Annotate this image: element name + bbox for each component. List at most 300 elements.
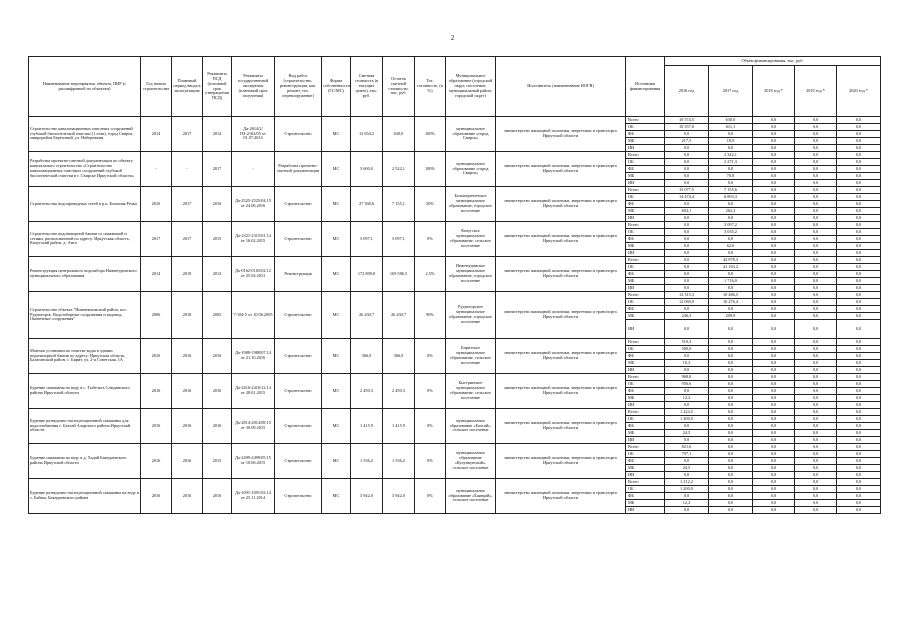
funding-value: 0,0 [709,402,753,409]
funding-value: 217,5 [665,138,709,145]
funding-value: 0,0 [753,451,795,458]
funding-source: ОБ [626,346,665,353]
remaining-cost: 1 415,9 [383,409,415,444]
funding-value: 0,0 [837,416,881,423]
expertise: Да-2525-2525/04.15 от 24.06.2016 [232,187,275,222]
funding-value: 0,0 [795,173,837,180]
funding-value: 0,0 [753,131,795,138]
funding-source: Всего [626,479,665,486]
funding-source: МБ [626,500,665,507]
funding-source: МБ [626,465,665,472]
funding-source: ИИ [626,472,665,479]
municipality: муниципальное образование «Кулункунский», сельское поселение [446,444,496,479]
funding-value: 0,0 [795,493,837,500]
funding-value: 0,0 [709,339,753,346]
readiness: 0% [415,339,446,374]
funding-source: ОБ [626,486,665,493]
table-row [29,292,881,299]
funding-value: 0,0 [665,201,709,208]
executor: министерство жилищной политики, энергетики и транспорта Иркутской области [496,257,626,292]
year-plan: 2018 [172,292,203,339]
estimate-cost: 172 809,8 [351,257,383,292]
funding-value: 12 069,0 [665,299,709,306]
funding-value: 0,0 [837,124,881,131]
funding-source: ФБ [626,423,665,430]
funding-value: 0,0 [795,180,837,187]
funding-value: 0,0 [753,306,795,313]
funding-source: ИИ [626,507,665,514]
funding-value: 0,0 [837,208,881,215]
readiness: 100% [415,152,446,187]
funding-value: 0,0 [837,166,881,173]
funding-value: 0,0 [837,131,881,138]
funding-value: 0,0 [753,353,795,360]
funding-value: 0,0 [709,250,753,257]
funding-value: 0,0 [665,285,709,292]
readiness: 0% [415,444,446,479]
funding-value: 0,0 [837,187,881,194]
funding-value: 0,0 [665,423,709,430]
year-plan: 2019 [172,257,203,292]
funding-source: ФБ [626,458,665,465]
funding-source: ИИ [626,437,665,444]
object-name: Реконструкция центрального водозабора Нижнеудинского муниципального образования [29,257,141,292]
funding-value: 0,0 [709,381,753,388]
readiness: 2,5% [415,257,446,292]
funding-value: 0,0 [795,500,837,507]
funding-value: 0,0 [795,243,837,250]
funding-value: 0,0 [837,367,881,374]
col-2017: 2017 год [709,66,753,117]
funding-value: 0,0 [795,215,837,222]
funding-value: 0,0 [753,437,795,444]
psd-year: 2005 [203,292,232,339]
funding-value: 0,0 [837,388,881,395]
funding-value: 0,0 [709,271,753,278]
estimate-cost: 1 415,9 [351,409,383,444]
funding-value: 0,0 [709,458,753,465]
funding-value: 42 878,3 [709,257,753,264]
funding-value: 0,0 [753,117,795,124]
table-row [29,409,881,416]
funding-value: 0,0 [795,409,837,416]
funding-value: 15 077,5 [665,187,709,194]
funding-value: 246,3 [665,313,709,320]
funding-value: 0,0 [795,486,837,493]
funding-value: 0,0 [665,159,709,166]
funding-value: 0,0 [795,278,837,285]
funding-source: Всего [626,187,665,194]
object-name: Монтаж установки по очистке воды в здании водонапорной башни по адресу: Иркутская область, Балаганский район, с. Бирит, ул. 2-я Советская, 1А [29,339,141,374]
funding-value: 0,0 [795,346,837,353]
funding-value: 0,0 [665,173,709,180]
remaining-cost: 2 450,3 [383,374,415,409]
object-name: Строительство водопроводных сетей в р.п. Большая Речка [29,187,141,222]
funding-value: 0,0 [795,257,837,264]
year-start: 2006 [141,292,172,339]
expertise: - [232,152,275,187]
funding-value: 0,0 [795,423,837,430]
funding-value: 0,0 [753,243,795,250]
funding-value: 0,0 [795,444,837,451]
funding-value: 0,0 [665,507,709,514]
funding-value: 0,0 [753,465,795,472]
funding-value: 0,0 [753,423,795,430]
funding-value: 510,3 [665,339,709,346]
funding-value: 0,0 [795,465,837,472]
funding-value: 0,0 [795,229,837,236]
funding-value: 0,0 [837,313,881,320]
year-start: 2014 [141,257,172,292]
funding-value: 0,0 [837,159,881,166]
funding-value: 0,0 [795,339,837,346]
funding-value: 0,0 [753,430,795,437]
funding-value: 0,0 [665,278,709,285]
col-work-type: Вид работ (строительство, реконструкция, кап. ремонт, тех. перевооружение) [275,57,322,117]
ownership: МС [322,374,351,409]
funding-value: 14 474,4 [665,194,709,201]
funding-value: 0,0 [795,451,837,458]
funding-value: 0,0 [837,465,881,472]
funding-value: 0,0 [837,507,881,514]
funding-value: 1 200,0 [665,416,709,423]
funding-source: ИИ [626,145,665,152]
funding-value: 0,0 [753,173,795,180]
executor: министерство жилищной политики, энергетики и транспорта Иркутской области [496,187,626,222]
funding-value: 0,0 [709,374,753,381]
funding-value: 0,0 [795,152,837,159]
municipality: Рудногорское муниципальное образование, городское поселение [446,292,496,339]
funding-value: 0,0 [837,458,881,465]
funding-value: 10 574,5 [665,117,709,124]
funding-value: 0,0 [753,138,795,145]
funding-value: 0,0 [709,388,753,395]
funding-value: 0,0 [837,299,881,306]
ownership: МС [322,117,351,152]
funding-value: 0,0 [753,360,795,367]
object-name: Разработка проектно-сметной документации по объекту капитального строительства «Строительство канализационных очистных сооружений глубокой биологической очистки в г. Свирске Иркутской области» [29,152,141,187]
funding-value: 0,0 [665,353,709,360]
psd-year: 2014 [203,117,232,152]
funding-value: 1 212,2 [665,479,709,486]
remaining-cost: 2 522,1 [383,152,415,187]
funding-source: ИИ [626,250,665,257]
funding-value: 0,0 [753,292,795,299]
funding-value: 0,0 [665,166,709,173]
remaining-cost: 7 155,1 [383,187,415,222]
psd-year: 2016 [203,409,232,444]
funding-source: ФБ [626,388,665,395]
table-row [29,222,881,229]
funding-value: 1 716,0 [709,278,753,285]
funding-value: 0,0 [795,222,837,229]
funding-value: 0,0 [709,166,753,173]
readiness: 0% [415,374,446,409]
readiness: 0% [415,479,446,514]
funding-value: 0,0 [753,458,795,465]
funding-value: 0,0 [665,229,709,236]
funding-value: 0,0 [837,320,881,339]
funding-value: 0,0 [709,360,753,367]
funding-value: 0,0 [795,416,837,423]
funding-value: 0,0 [837,360,881,367]
funding-value: 0,0 [709,236,753,243]
col-2020: 2020 год * [837,66,881,117]
funding-source: МБ [626,430,665,437]
funding-value: 7 155,6 [709,187,753,194]
funding-value: 0,0 [753,500,795,507]
funding-value: 956,6 [665,381,709,388]
estimate-cost: 26 430,7 [351,292,383,339]
estimate-cost: 1 536,2 [351,444,383,479]
executor: министерство жилищной политики, энергетики и транспорта Иркутской области [496,117,626,152]
estimate-cost: 27 568,6 [351,187,383,222]
funding-value: 0,0 [795,313,837,320]
funding-value: 0,0 [837,215,881,222]
funding-value: 0,0 [837,451,881,458]
funding-value: 0,0 [753,187,795,194]
estimate-cost: 13 654,2 [351,117,383,152]
funding-value: 0,0 [837,173,881,180]
funding-value: 630,0 [709,117,753,124]
work-type: Реконструкция [275,257,322,292]
funding-value: 0,0 [665,458,709,465]
psd-year: 2016 [203,187,232,222]
funding-value: 0,0 [795,388,837,395]
funding-value: 0,0 [795,458,837,465]
funding-value: 0,0 [753,479,795,486]
funding-value: 0,0 [837,423,881,430]
funding-value: 0,0 [709,423,753,430]
funding-source: ОБ [626,451,665,458]
expertise: Да-2814-2814/08.15 от 30.09.2015 [232,409,275,444]
executor: министерство жилищной политики, энергетики и транспорта Иркутской области [496,409,626,444]
investment-table [28,56,881,514]
funding-value: 0,0 [837,374,881,381]
funding-value: 0,0 [837,117,881,124]
col-name: Наименование мероприятия, объекта, ПИР (с расшифровкой по объектам) [29,57,141,117]
funding-value: 0,0 [837,500,881,507]
funding-value: 0,0 [753,472,795,479]
funding-source: ИИ [626,367,665,374]
object-name: Бурение разведочно-эксплуатационной скважины на воду в с. Байша, Баяндаевского района [29,479,141,514]
funding-value: 611,1 [709,124,753,131]
funding-value: 0,0 [709,430,753,437]
funding-value: 10,3 [665,360,709,367]
funding-value: 0,0 [837,138,881,145]
table-row [29,479,881,486]
funding-value: 0,0 [837,486,881,493]
executor: министерство жилищной политики, энергетики и транспорта Иркутской области [496,444,626,479]
funding-value: 0,0 [795,131,837,138]
funding-value: 0,0 [753,194,795,201]
funding-value: 0,0 [795,138,837,145]
funding-source: ОБ [626,381,665,388]
col-readiness: Тех. готовность, (в %) [415,57,446,117]
readiness: 100% [415,117,446,152]
funding-source: ИИ [626,320,665,339]
object-name: Бурение разведочно-эксплуатационной скважины для водоснабжения с. Бахтай Аларского района Иркутской области [29,409,141,444]
table-row [29,117,881,124]
table-row [29,374,881,381]
col-year-start: Год начала строительства [141,57,172,117]
funding-value: 0,0 [753,507,795,514]
funding-value: 0,0 [795,285,837,292]
funding-value: 0,0 [709,201,753,208]
funding-value: 0,0 [795,124,837,131]
funding-value: 0,0 [709,437,753,444]
funding-value: 0,0 [753,201,795,208]
funding-value: 10 486,5 [709,292,753,299]
funding-value: 0,0 [753,409,795,416]
ownership: МС [322,409,351,444]
year-start: 2016 [141,479,172,514]
funding-value: 0,0 [837,250,881,257]
funding-value: 0,0 [709,395,753,402]
funding-value: 0,0 [709,180,753,187]
funding-value: 0,0 [795,507,837,514]
funding-value: 0,0 [753,271,795,278]
funding-value: 0,0 [837,346,881,353]
col-ownership: Форма собственности (ГС/МС) [322,57,351,117]
funding-source: Всего [626,257,665,264]
executor: министерство жилищной политики, энергетики и транспорта Иркутской области [496,292,626,339]
year-start: - [141,152,172,187]
funding-source: ОБ [626,264,665,271]
funding-value: 0,0 [753,180,795,187]
funding-source: ОБ [626,416,665,423]
work-type: Строительство [275,409,322,444]
funding-value: 2 271,3 [709,159,753,166]
year-plan: 2017 [172,117,203,152]
funding-value: 0,0 [753,299,795,306]
funding-source: ОБ [626,159,665,166]
funding-value: 0,0 [795,194,837,201]
funding-source: ФБ [626,131,665,138]
executor: министерство жилищной политики, энергетики и транспорта Иркутской области [496,152,626,187]
psd-year: 2016 [203,479,232,514]
funding-value: 1 224,5 [665,409,709,416]
object-name: Строительство объекта "Нижнеилимский район, пос. Рудногорск. Водозаборные сооружения и водовод. Оконечные сооружения" [29,292,141,339]
municipality: муниципальное образование «город Свирск» [446,152,496,187]
funding-value: 0,0 [665,388,709,395]
year-plan: - [172,152,203,187]
funding-value: 0,0 [837,257,881,264]
psd-year: 2013 [203,257,232,292]
funding-value: 0,0 [665,145,709,152]
table-row [29,339,881,346]
col-year-plan: Плановый период ввода в эксплуатацию [172,57,203,117]
funding-value: 0,0 [753,229,795,236]
col-financing: Объем финансирования, тыс. руб. [665,57,881,66]
funding-value: 12,2 [665,500,709,507]
work-type: Строительство [275,292,322,339]
funding-source: ОБ [626,299,665,306]
funding-value: 0,0 [665,180,709,187]
col-municipality: Муниципальное образование (городской округ, поселение, муниципальный район, городской округ) [446,57,496,117]
work-type: Строительство [275,117,322,152]
expertise: Да-2416-2416/12.14 от 28.01.2015 [232,374,275,409]
funding-value: 0,0 [837,271,881,278]
funding-value: 0,0 [753,395,795,402]
work-type: Строительство [275,222,322,257]
work-type: Строительство [275,374,322,409]
funding-value: 0,0 [837,264,881,271]
estimate-cost: 366,9 [351,339,383,374]
col-2016: 2016 год [665,66,709,117]
funding-value: 0,0 [795,292,837,299]
funding-source: МБ [626,395,665,402]
funding-value: 62,0 [709,243,753,250]
funding-value: 0,0 [753,285,795,292]
work-type: Разработка проектно-сметной документации [275,152,322,187]
funding-value: 0,0 [837,437,881,444]
municipality: Нижнеудинское муниципальное образование, городское поселение [446,257,496,292]
funding-value: 0,0 [753,208,795,215]
funding-value: 0,0 [837,339,881,346]
municipality: Быстринское муниципальное образование, сельское поселение [446,374,496,409]
ownership: МС [322,479,351,514]
funding-value: 0,0 [795,395,837,402]
funding-source: ФБ [626,353,665,360]
funding-value: 500,0 [665,346,709,353]
funding-value: 0,0 [837,353,881,360]
executor: министерство жилищной политики, энергетики и транспорта Иркутской области [496,339,626,374]
funding-value: 0,0 [795,299,837,306]
table-row [29,187,881,194]
funding-value: 0,0 [795,402,837,409]
funding-value: 0,0 [709,346,753,353]
ownership: МС [322,222,351,257]
col-sources: Источники финансирования [626,57,665,117]
funding-value: 0,0 [709,500,753,507]
col-2018: 2018 год * [753,66,795,117]
funding-source: МБ [626,313,665,320]
remaining-cost: 3 097,1 [383,222,415,257]
funding-value: 0,0 [709,320,753,339]
funding-value: 0,0 [665,222,709,229]
funding-value: 0,0 [753,159,795,166]
funding-source: ИИ [626,180,665,187]
funding-value: 0,0 [837,222,881,229]
funding-value: 0,0 [753,381,795,388]
col-psd: Реквизиты ПСД (основной срок утверждения ПСД) [203,57,232,117]
funding-source: Всего [626,444,665,451]
year-start: 2016 [141,444,172,479]
funding-value: 0,0 [753,145,795,152]
object-name: Строительство канализационных очистных сооружений глубокой биологической очистки (1 этап), город Свирск, микрорайон Берёзовый, ул. Набережная [29,117,141,152]
funding-source: ФБ [626,236,665,243]
funding-value: 0,0 [753,320,795,339]
funding-value: 0,0 [753,339,795,346]
year-start: 2017 [141,222,172,257]
readiness: 0% [415,409,446,444]
psd-year: 2017 [203,152,232,187]
funding-source: Всего [626,117,665,124]
work-type: Строительство [275,479,322,514]
expertise: 7-184-5 от 10.06.2005 [232,292,275,339]
funding-value: 70,8 [709,173,753,180]
table-body [29,117,881,514]
work-type: Строительство [275,187,322,222]
object-name: Бурение скважины на воду в д. Хадай Баяндаевского района Иркутской области [29,444,141,479]
executor: министерство жилищной политики, энергетики и транспорта Иркутской области [496,479,626,514]
funding-value: 0,0 [665,131,709,138]
funding-value: 0,0 [837,145,881,152]
funding-value: 0,0 [709,444,753,451]
funding-value: 0,0 [837,493,881,500]
funding-value: 0,0 [665,306,709,313]
